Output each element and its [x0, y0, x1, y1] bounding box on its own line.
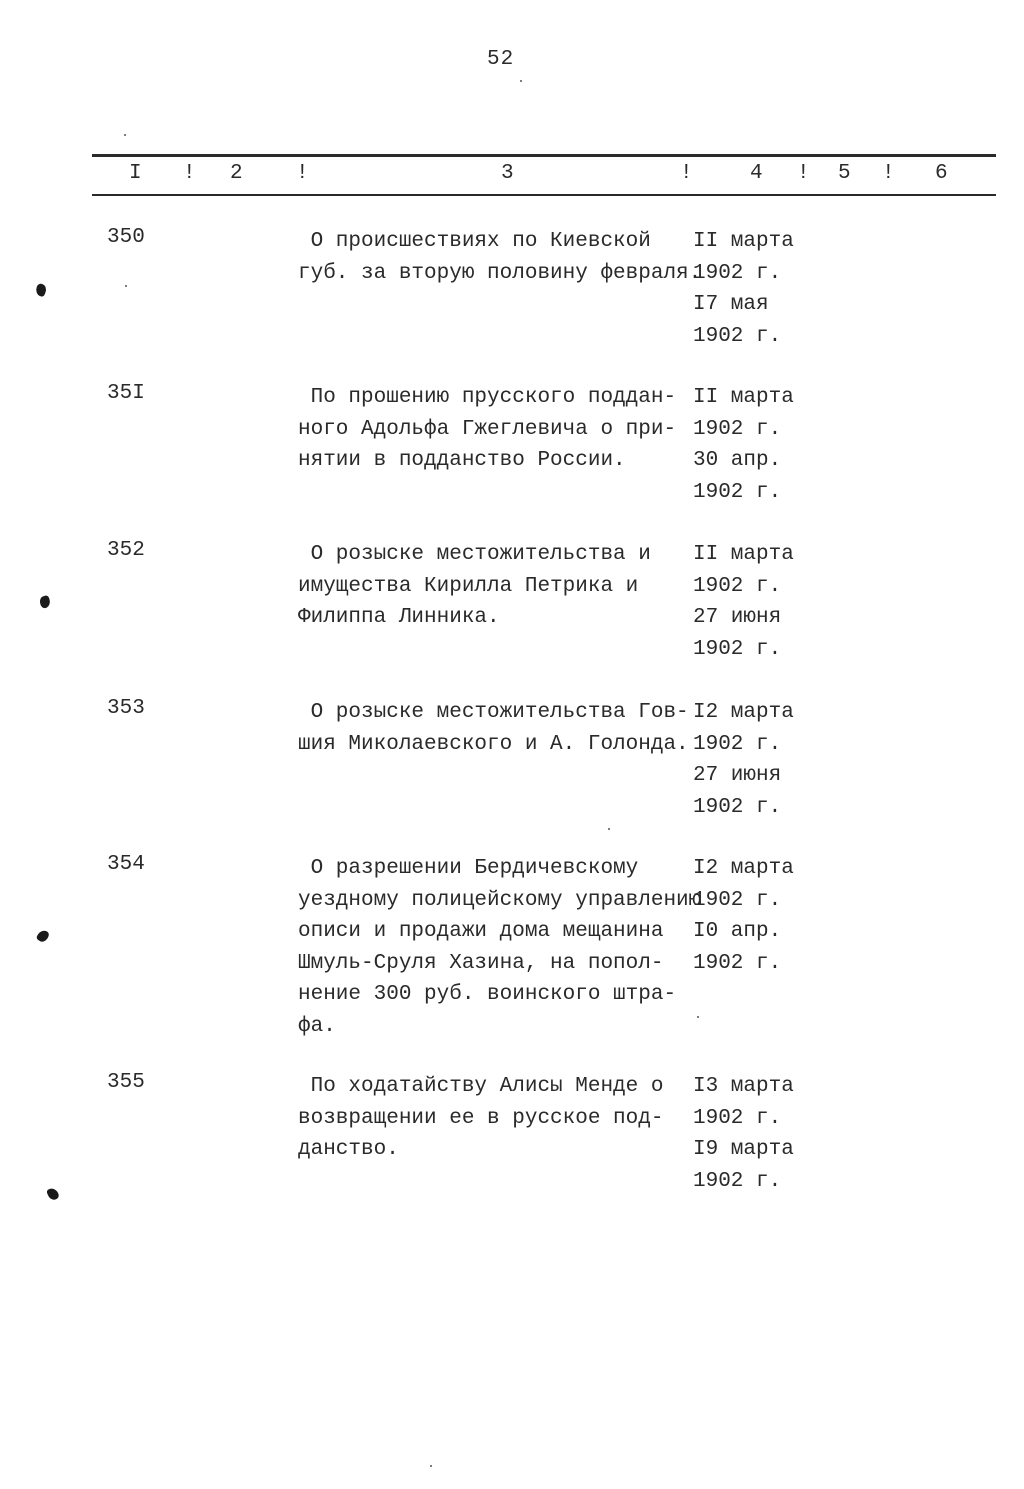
case-description: По ходатайству Алисы Менде о возвращении ее в русское под- данство.	[298, 1075, 664, 1161]
case-number: 35I	[107, 382, 145, 405]
scan-speck	[520, 80, 522, 82]
header-separator-3: !	[680, 162, 693, 185]
case-number: 353	[107, 697, 145, 720]
case-dates: II марта 1902 г. I7 мая 1902 г.	[693, 230, 794, 348]
header-col-3: 3	[501, 162, 514, 185]
scan-speck	[697, 1016, 699, 1018]
case-description: О розыске местожительства Гов- шия Миколаевского и А. Голонда.	[298, 701, 689, 756]
case-dates: I2 марта 1902 г. I0 апр. 1902 г.	[693, 857, 794, 975]
case-number: 354	[107, 853, 145, 876]
header-col-1: I	[129, 162, 142, 185]
header-col-4: 4	[750, 162, 763, 185]
header-col-6: 6	[935, 162, 948, 185]
case-description: О розыске местожительства и имущества Кирилла Петрика и Филиппа Линника.	[298, 543, 651, 629]
page-number: 52	[487, 48, 515, 71]
case-description: О разрешении Бердичевскому уездному полицейскому управлению описи и продажи дома мещанина Шмуль-Сруля Хазина, на попол- нение 300 руб. воинского штра- фа.	[298, 857, 702, 1038]
binder-hole-mark	[46, 1186, 60, 1201]
header-col-5: 5	[838, 162, 851, 185]
binder-hole-mark	[39, 595, 52, 609]
header-col-2: 2	[230, 162, 243, 185]
header-separator-1: !	[183, 162, 196, 185]
scan-speck	[125, 285, 127, 287]
case-dates: II марта 1902 г. 30 апр. 1902 г.	[693, 386, 794, 504]
scan-speck	[124, 134, 126, 136]
header-separator-5: !	[882, 162, 895, 185]
binder-hole-mark	[34, 283, 48, 298]
table-top-rule	[92, 154, 996, 157]
case-number: 355	[107, 1071, 145, 1094]
binder-hole-mark	[35, 928, 50, 944]
scan-speck	[430, 1465, 432, 1467]
case-number: 352	[107, 539, 145, 562]
case-dates: II марта 1902 г. 27 июня 1902 г.	[693, 543, 794, 661]
header-separator-2: !	[296, 162, 309, 185]
case-dates: I2 марта 1902 г. 27 июня 1902 г.	[693, 701, 794, 819]
case-description: О происшествиях по Киевской губ. за вторую половину февраля.	[298, 230, 702, 285]
case-dates: I3 марта 1902 г. I9 марта 1902 г.	[693, 1075, 794, 1193]
header-separator-4: !	[797, 162, 810, 185]
case-number: 350	[107, 226, 145, 249]
table-header-bottom-rule	[92, 194, 996, 196]
scan-speck	[608, 828, 610, 830]
case-description: По прошению прусского поддан- ного Адольфа Гжеглевича о при- нятии в подданство России.	[298, 386, 677, 472]
